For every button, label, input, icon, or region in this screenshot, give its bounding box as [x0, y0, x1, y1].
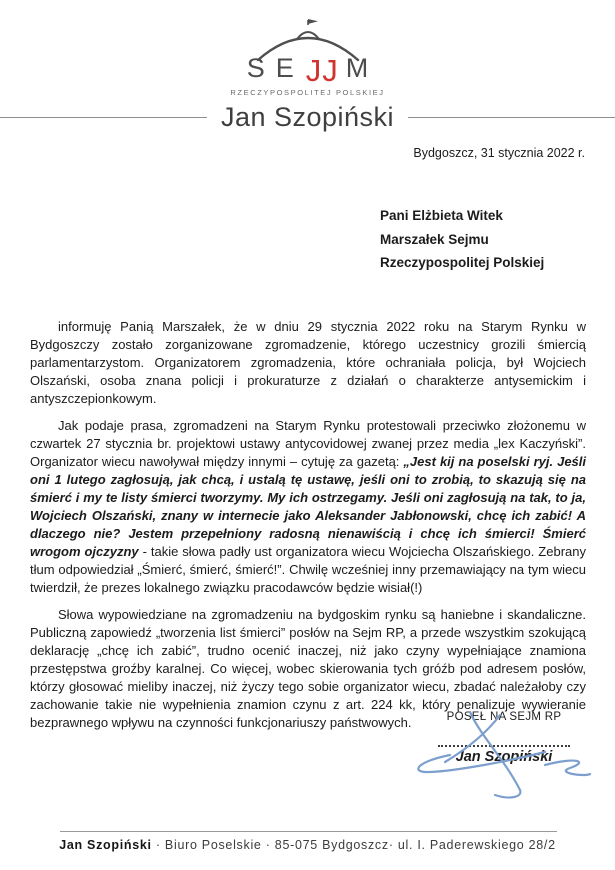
sejm-logo-letters	[246, 49, 369, 88]
signature-dotted-line	[438, 745, 570, 747]
date-line: Bydgoszcz, 31 stycznia 2022 r.	[413, 146, 585, 160]
footer-name: Jan Szopiński	[59, 838, 152, 852]
recipient-block	[380, 204, 544, 275]
paragraph-3: Słowa wypowiedziane na zgromadzeniu na bydgoskim rynku są haniebne i skandaliczne. Publiczną zapowiedź „tworzenia list śmierci” posłów na Sejm RP, a przede wszystkim szokującą deklarację „chcę ich zabić”, trudno ocenić inaczej, niż jako czyny wypełniające znamiona przestępstwa groźby karalnej. Co więcej, wobec skierowania tych gróźb pod adresem posłów, którzy głosować mieliby inaczej, niż życzy tego sobie organizator wiecu, zbadać należałoby czy zachowanie takie nie wypełnienia znamion czynu z art. 224 kk, który penalizuje wywieranie bezprawnego wpływu na czynności funkcjonariuszy państwowych.	[30, 607, 586, 730]
recipient-line-3: Rzeczypospolitej Polskiej	[380, 255, 545, 270]
letterhead-name: Jan Szopiński	[220, 102, 395, 132]
footer-contact-line	[0, 838, 615, 852]
paragraph-2-lead: Jak podaje prasa, zgromadzeni na Starym Rynku protestowali przeciwko złożonemu w czwartek 27 stycznia br. projektowi ustawy antycovidowej zwanej przez media „lex Kaczyński”. Organizator wiecu nawoływał między innymi – cytuję za gazetą:	[30, 418, 586, 469]
logo-subtitle: RZECZYPOSPOLITEJ POLSKIEJ	[230, 88, 385, 97]
logo-letters-m: M	[345, 53, 369, 83]
letterhead-rule-right	[408, 117, 615, 118]
sejm-logo	[0, 18, 615, 97]
paragraph-2-quote: „Jest kij na poselski ryj. Jeśli oni 1 lutego zagłosują, jak chcą, i ustalą tę ustawę, jeśli oni to zrobią, to skazują się na śmierć i my te listy śmierci tworzymy. My ich ostrzegamy. Jeśli oni zagłosują na tak, to ja, Wojciech Olszański, znany w internecie jako Aleksander Jabłonowski, chcę ich zabić! A dlaczego nie? Jestem przepełniony radosną nienawiścią i chcę ich śmierci! Śmierć wrogom ojczyzny	[30, 454, 587, 559]
letter-body	[30, 318, 586, 741]
recipient-line-1: Pani Elżbieta Witek	[380, 208, 503, 223]
paragraph-2	[30, 417, 586, 597]
signature-block	[438, 711, 570, 765]
logo-letters-se: SE	[246, 53, 305, 83]
signature-role: POSEŁ NA SEJM RP	[446, 711, 562, 723]
letterhead	[0, 102, 615, 133]
signature-printed-name: Jan Szopiński	[455, 749, 553, 765]
paragraph-2-tail: - takie słowa padły ust organizatora wiecu Wojciecha Olszańskiego. Zebrany tłum odpowiedział „Śmierć, śmierć, śmierć!”. Chwilę wcześniej inny przemawiający na tym wiecu twierdził, że prezes lokalnego związku pracodawców będzie wisiał(!)	[30, 544, 586, 595]
recipient-line-2: Marszałek Sejmu	[380, 231, 489, 247]
footer-rule	[60, 831, 557, 832]
paragraph-1: informuję Panią Marszałek, że w dniu 29 stycznia 2022 roku na Starym Rynku w Bydgoszczy zostało zorganizowane zgromadzenie, którego uczestnicy grozili śmiercią parlamentarzystom. Organizatorem zgromadzenia, które ochraniała policja, był Wojciech Olszański, osoba znana policji i prokuraturze z działań o charakterze antysemickim i antyszczepionkowym.	[30, 319, 586, 406]
letterhead-rule-left	[0, 117, 207, 118]
logo-letters-jj: JJ	[305, 53, 339, 88]
footer-address: · Biuro Poselskie · 85-075 Bydgoszcz· ul. I. Paderewskiego 28/2	[151, 838, 556, 852]
